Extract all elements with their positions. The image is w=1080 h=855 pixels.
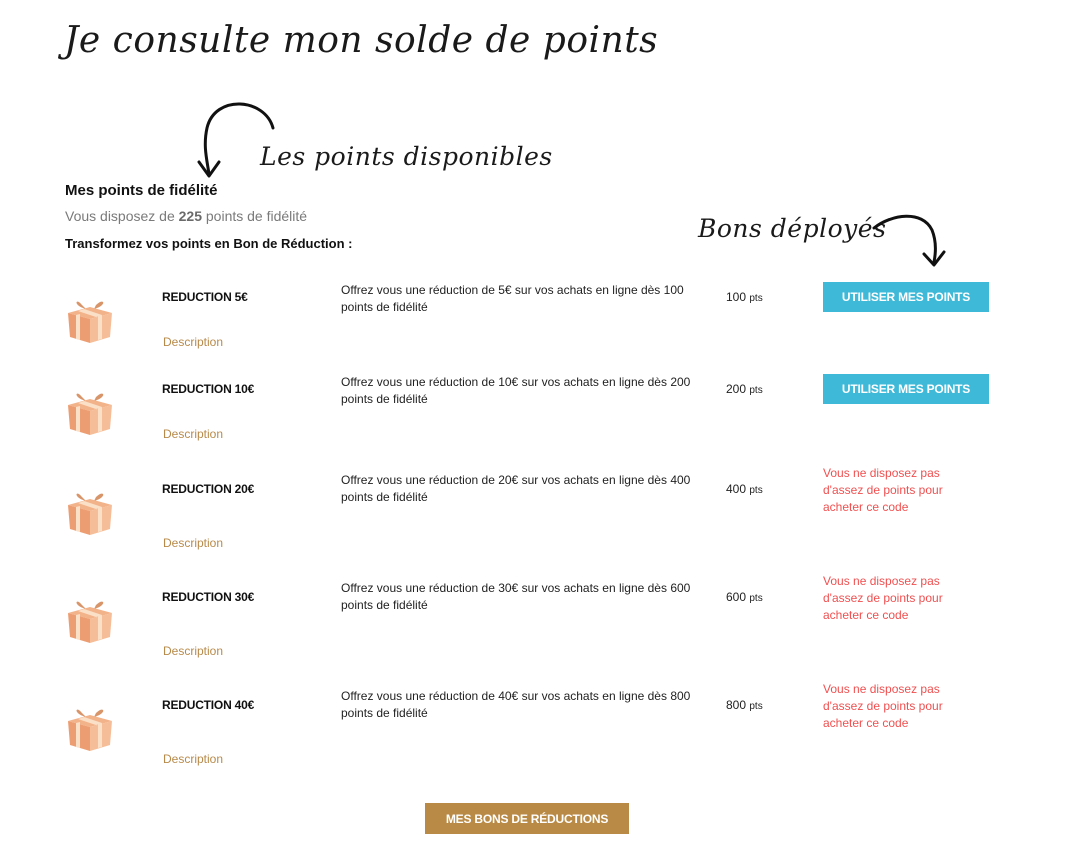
reward-row: [0, 465, 1080, 565]
gift-icon: [64, 295, 116, 345]
reward-points-unit: pts: [749, 385, 763, 396]
curved-arrow-icon: [872, 210, 952, 270]
reward-name: REDUCTION 10€: [162, 382, 255, 396]
reward-row: [0, 374, 1080, 474]
reward-row: [0, 573, 1080, 673]
description-link[interactable]: Description: [163, 536, 224, 550]
reward-name: REDUCTION 30€: [162, 590, 255, 604]
reward-points-value: 600: [726, 590, 747, 604]
reward-points: [726, 482, 763, 496]
reward-name: REDUCTION 5€: [162, 290, 248, 304]
description-link[interactable]: Description: [163, 752, 224, 766]
reward-row: [0, 681, 1080, 781]
reward-points-unit: pts: [749, 485, 763, 496]
reward-description: Offrez vous une réduction de 40€ sur vos achats en ligne dès 800 points de fidélité: [341, 689, 691, 720]
insufficient-points-message: Vous ne disposez pas d'assez de points pour acheter ce code: [823, 682, 943, 730]
insufficient-points-message: Vous ne disposez pas d'assez de points pour acheter ce code: [823, 466, 943, 514]
balance-value: 225: [178, 208, 202, 224]
gift-icon: [64, 487, 116, 537]
gift-icon: [64, 387, 116, 437]
loyalty-section-title: Mes points de fidélité: [65, 182, 218, 199]
reward-points-unit: pts: [749, 701, 763, 712]
reward-description: Offrez vous une réduction de 10€ sur vos achats en ligne dès 200 points de fidélité: [341, 375, 691, 406]
my-vouchers-button[interactable]: MES BONS DE RÉDUCTIONS: [425, 803, 629, 834]
insufficient-points-message: Vous ne disposez pas d'assez de points pour acheter ce code: [823, 574, 943, 622]
annotation-available-points: Les points disponibles: [260, 142, 553, 171]
reward-row: [0, 282, 1080, 382]
reward-points: [726, 698, 763, 712]
reward-points-value: 100: [726, 290, 747, 304]
reward-name: REDUCTION 40€: [162, 698, 255, 712]
reward-points: [726, 290, 763, 304]
reward-points: [726, 590, 763, 604]
reward-points-unit: pts: [749, 593, 763, 604]
reward-description: Offrez vous une réduction de 20€ sur vos achats en ligne dès 400 points de fidélité: [341, 473, 691, 504]
reward-points-unit: pts: [749, 293, 763, 304]
annotation-deployed-vouchers: Bons déployés: [698, 214, 887, 243]
reward-points-value: 800: [726, 698, 747, 712]
balance-prefix: Vous disposez de: [65, 208, 179, 224]
use-points-button[interactable]: UTILISER MES POINTS: [823, 374, 989, 404]
reward-description: Offrez vous une réduction de 30€ sur vos achats en ligne dès 600 points de fidélité: [341, 581, 691, 612]
reward-points-value: 400: [726, 482, 747, 496]
gift-icon: [64, 595, 116, 645]
reward-points-value: 200: [726, 382, 747, 396]
page-title: Je consulte mon solde de points: [64, 20, 659, 61]
use-points-button[interactable]: UTILISER MES POINTS: [823, 282, 989, 312]
balance-suffix: points de fidélité: [202, 208, 308, 224]
gift-icon: [64, 703, 116, 753]
description-link[interactable]: Description: [163, 644, 224, 658]
reward-points: [726, 382, 763, 396]
reward-description: Offrez vous une réduction de 5€ sur vos achats en ligne dès 100 points de fidélité: [341, 283, 684, 314]
reward-name: REDUCTION 20€: [162, 482, 255, 496]
description-link[interactable]: Description: [163, 335, 224, 349]
transform-label: Transformez vos points en Bon de Réduction :: [65, 236, 353, 251]
points-balance: [65, 208, 307, 224]
description-link[interactable]: Description: [163, 427, 224, 441]
